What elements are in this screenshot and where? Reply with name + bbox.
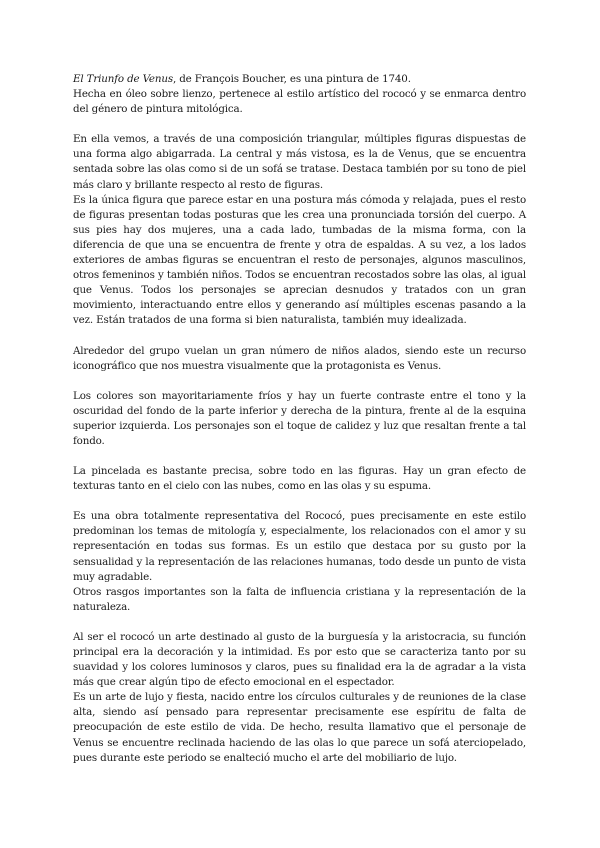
paragraph-figures: Es la única figura que parece estar en una postura más cómoda y relajada, pues el resto de figuras presentan todas posturas que les crea una pronunciada torsión del cuerpo. A sus pies hay dos mujeres, una a cada lado, tumbadas de la misma forma, con la diferencia de que una se encuentra de frente y otra de espaldas. A su vez, a los lados exteriores de ambas figuras se encuentran el resto de personajes, algunos masculinos, otros femeninos y también niños. Todos se encuentran recostados sobre las olas, al igual que Venus. Todos los personajes se aprecian desnudos y tratados con un gran movimiento, interactuando entre ellos y generando así múltiples escenas pasando a la vez. Están tratados de una forma si bien naturalista, también muy idealizada. — [73, 193, 526, 327]
paragraph-cherubs: Alrededor del grupo vuelan un gran número de niños alados, siendo este un recurso iconográfico que nos muestra visualmente que la protagonista es Venus. — [73, 344, 526, 372]
intro-rest: , de François Boucher, es una pintura de 1740. — [172, 73, 411, 85]
paragraph-gap — [73, 449, 526, 464]
paragraph-luxury: Es un arte de lujo y fiesta, nacido entre los círculos culturales y de reuniones de la clase alta, siendo así pensado para representar precisamente ese espíritu de falta de preocupación de este estilo de vida. De hecho, resulta llamativo que el personaje de Venus se encuentre reclinada haciendo de las olas lo que parece un sofá aterciopelado, pues durante este periodo se enalteció mucho el arte del mobiliario de lujo. — [73, 691, 526, 764]
paragraph-colors: Los colores son mayoritariamente fríos y hay un fuerte contraste entre el tono y la oscuridad del fondo de la parte inferior y derecha de la pintura, frente al de la esquina superior izquierda. Los personajes son el toque de calidez y luz que resaltan frente a tal fondo. — [73, 389, 526, 447]
paragraph-gap — [73, 615, 526, 630]
paragraph-gap — [73, 329, 526, 344]
paragraph-other-traits: Otros rasgos importantes son la falta de influencia cristiana y la representación de la naturaleza. — [73, 585, 526, 613]
paragraph-brushwork: La pincelada es bastante precisa, sobre todo en las figuras. Hay un gran efecto de texturas tanto en el cielo con las nubes, como en las olas y su espuma. — [73, 465, 526, 493]
document-page — [73, 72, 526, 766]
painting-title: El Triunfo de Venus — [73, 73, 173, 85]
paragraph-composition: En ella vemos, a través de una composición triangular, múltiples figuras dispuestas de una forma algo abigarrada. La central y más vistosa, es la de Venus, que se encuentra sentada sobre las olas como si de un sofá se tratase. Destaca también por su tono de piel más claro y brillante respecto al resto de figuras. — [73, 133, 526, 191]
paragraph-function: Al ser el rococó un arte destinado al gusto de la burguesía y la aristocracia, su función principal era la decoración y la intimidad. Es por esto que se caracteriza tanto por su suavidad y los colores luminosos y claros, pues su finalidad era la de agradar a la vista más que crear algún tipo de efecto emocional en el espectador. — [73, 630, 526, 689]
paragraph-rococo: Es una obra totalmente representativa del Rococó, pues precisamente en este estilo predominan los temas de mitología y, especialmente, los relacionados con el amor y su representación en todas sus formas. Es un estilo que destaca por su gusto por la sensualidad y la representación de las relaciones humanas, todo desde un punto de vista muy agradable. — [73, 510, 526, 583]
paragraph-gap — [73, 374, 526, 389]
paragraph-gap — [73, 494, 526, 509]
intro-line — [73, 72, 526, 87]
intro-paragraph: Hecha en óleo sobre lienzo, pertenece al estilo artístico del rococó y se enmarca dentro del género de pintura mitológica. — [73, 88, 526, 116]
paragraph-gap — [73, 117, 526, 132]
